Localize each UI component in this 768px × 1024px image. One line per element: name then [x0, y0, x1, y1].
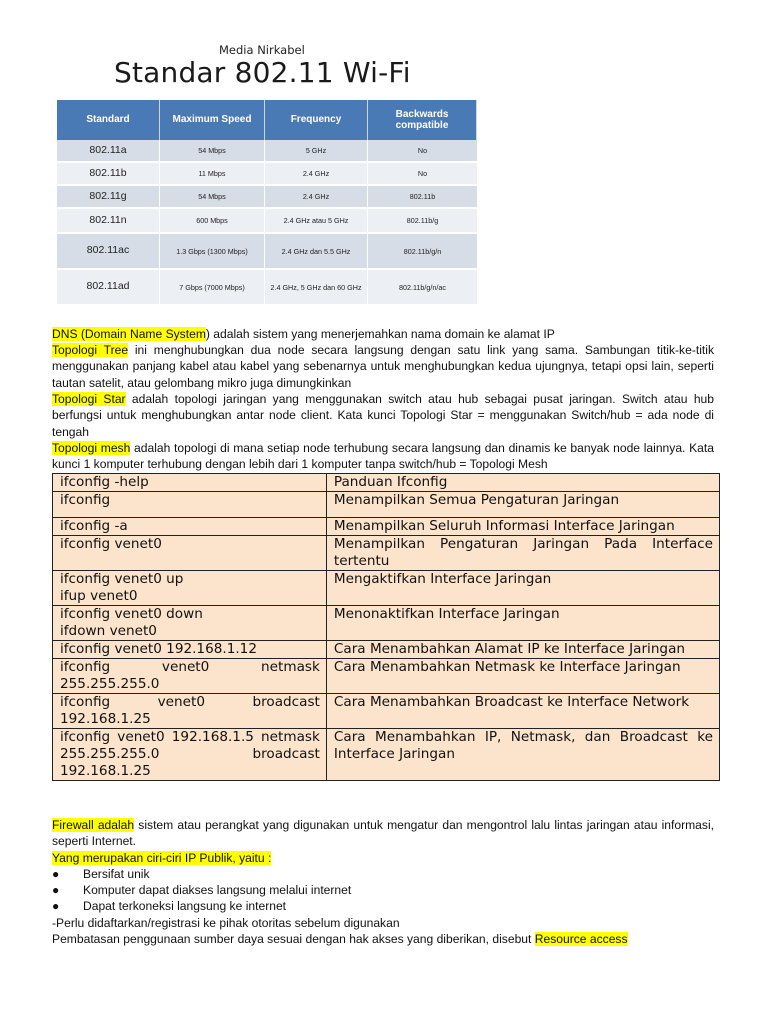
- description-cell: Mengaktifkan Interface Jaringan: [326, 571, 719, 606]
- wifi-standards-figure: [57, 38, 477, 310]
- wifi-cell: 802.11b: [57, 163, 160, 186]
- dns-text: ) adalah sistem yang menerjemahkan nama domain ke alamat IP: [205, 327, 555, 341]
- table-row: [53, 518, 720, 536]
- wifi-cell: 2.4 GHz dan 5.5 GHz: [265, 234, 368, 270]
- wifi-cell: 802.11ad: [57, 270, 160, 306]
- wifi-cell: 11 Mbps: [160, 163, 265, 186]
- description-cell: Cara Menambahkan Netmask ke Interface Jaringan: [326, 659, 719, 694]
- list-item-text: Dapat terkoneksi langsung ke internet: [83, 899, 287, 913]
- command-cell: ifconfig -a: [53, 518, 327, 536]
- wifi-cell: 5 GHz: [265, 140, 368, 163]
- wifi-cell: 2.4 GHz: [265, 186, 368, 209]
- table-row: [53, 659, 720, 694]
- wifi-cell: 802.11a: [57, 140, 160, 163]
- mesh-term: Topologi mesh: [52, 441, 131, 455]
- wifi-cell: 802.11b: [368, 186, 477, 209]
- description-cell: Cara Menambahkan IP, Netmask, dan Broadcast ke Interface Jaringan: [326, 729, 719, 781]
- bullet-icon: ●: [52, 883, 60, 897]
- description-cell: Cara Menambahkan Broadcast ke Interface Network: [326, 694, 719, 729]
- resource-term: Resource access: [534, 932, 628, 946]
- header-backwards-compatible: Backwards compatible: [368, 100, 477, 140]
- list-item-text: Bersifat unik: [83, 867, 150, 881]
- description-cell: Cara Menambahkan Alamat IP ke Interface Jaringan: [326, 641, 719, 659]
- list-item-text: Komputer dapat diakses langsung melalui internet: [83, 883, 352, 897]
- description-cell: Menampilkan Semua Pengaturan Jaringan: [326, 492, 719, 518]
- table-row: [53, 492, 720, 518]
- command-cell: ifconfig venet0 192.168.1.5 netmask 255.255.255.0 broadcast 192.168.1.25: [53, 729, 327, 781]
- header-maximum-speed: Maximum Speed: [160, 100, 265, 140]
- dns-paragraph: [52, 326, 714, 342]
- table-row: [53, 641, 720, 659]
- table-row: [53, 571, 720, 606]
- ip-publik-note: -Perlu didaftarkan/registrasi ke pihak otoritas sebelum digunakan: [52, 916, 400, 930]
- ip-publik-heading: [52, 850, 714, 866]
- bullet-icon: ●: [52, 899, 60, 913]
- table-row: [53, 694, 720, 729]
- wifi-cell: 1.3 Gbps (1300 Mbps): [160, 234, 265, 270]
- wifi-cell: 802.11b/g: [368, 209, 477, 234]
- star-paragraph: [52, 391, 714, 440]
- wifi-cell: 54 Mbps: [160, 140, 265, 163]
- tree-term: Topologi Tree: [52, 343, 129, 357]
- table-row: [53, 729, 720, 781]
- firewall-paragraph: [52, 817, 714, 850]
- tree-paragraph: [52, 342, 714, 391]
- table-row: [53, 606, 720, 641]
- command-cell: ifconfig venet0 192.168.1.12: [53, 641, 327, 659]
- wifi-cell: 7 Gbps (7000 Mbps): [160, 270, 265, 306]
- description-cell: Menonaktifkan Interface Jaringan: [326, 606, 719, 641]
- figure-subtitle: Media Nirkabel: [219, 43, 305, 57]
- resource-paragraph: [52, 931, 714, 947]
- star-term: Topologi Star: [52, 392, 126, 406]
- wifi-cell: No: [368, 163, 477, 186]
- header-standard: Standard: [57, 100, 160, 140]
- command-cell: ifconfig venet0 down ifdown venet0: [53, 606, 327, 641]
- wifi-cell: 802.11n: [57, 209, 160, 234]
- wifi-standards-table: [57, 100, 477, 310]
- ip-publik-heading-text: Yang merupakan ciri-ciri IP Publik, yaitu :: [52, 851, 272, 865]
- mesh-paragraph: [52, 440, 714, 473]
- description-cell: Menampilkan Seluruh Informasi Interface Jaringan: [326, 518, 719, 536]
- wifi-cell: 802.11b/g/n/ac: [368, 270, 477, 306]
- command-cell: ifconfig venet0: [53, 536, 327, 571]
- wifi-cell: 802.11b/g/n: [368, 234, 477, 270]
- wifi-cell: 600 Mbps: [160, 209, 265, 234]
- description-cell: Panduan Ifconfig: [326, 474, 719, 492]
- command-cell: ifconfig venet0 netmask 255.255.255.0: [53, 659, 327, 694]
- table-row: [53, 536, 720, 571]
- command-cell: ifconfig: [53, 492, 327, 518]
- header-frequency: Frequency: [265, 100, 368, 140]
- tree-text: ini menghubungkan dua node secara langsung dengan satu link yang sama. Sambungan titik-ke-titik menggunakan panjang kabel atau kabel yang sebenarnya untuk menghubungkan kedua ujungnya, tetapi opsi lain, seperti tautan satelit, atau gelombang mikro juga dimungkinkan: [52, 343, 715, 390]
- firewall-text: sistem atau perangkat yang digunakan untuk mengatur dan mengontrol lalu lintas jaringan atau informasi, seperti Internet.: [52, 818, 714, 849]
- command-cell: ifconfig venet0 broadcast 192.168.1.25: [53, 694, 327, 729]
- command-cell: ifconfig -help: [53, 474, 327, 492]
- star-text: adalah topologi jaringan yang menggunakan switch atau hub sebagai pusat jaringan. Switch atau hub berfungsi untuk menghubungkan antar node client. Kata kunci Topologi Star = menggunakan Switch/hub = ada node di tengah: [52, 392, 714, 439]
- bullet-icon: ●: [52, 867, 60, 881]
- wifi-cell: 54 Mbps: [160, 186, 265, 209]
- figure-title: Standar 802.11 Wi-Fi: [114, 56, 411, 89]
- wifi-cell: 2.4 GHz, 5 GHz dan 60 GHz: [265, 270, 368, 306]
- dns-term: DNS (Domain Name System: [52, 327, 206, 341]
- mesh-text: adalah topologi di mana setiap node terhubung secara langsung dan dinamis ke banyak node lainnya. Kata kunci 1 komputer terhubung dengan lebih dari 1 komputer tanpa switch/hub = Topologi Mesh: [52, 441, 714, 472]
- table-row: [53, 474, 720, 492]
- wifi-cell: No: [368, 140, 477, 163]
- wifi-cell: 2.4 GHz: [265, 163, 368, 186]
- description-cell: Menampilkan Pengaturan Jaringan Pada Interface tertentu: [326, 536, 719, 571]
- wifi-cell: 802.11ac: [57, 234, 160, 270]
- resource-text: Pembatasan penggunaan sumber daya sesuai dengan hak akses yang diberikan, disebut: [52, 932, 535, 946]
- ifconfig-table: [52, 473, 720, 781]
- wifi-cell: 2.4 GHz atau 5 GHz: [265, 209, 368, 234]
- firewall-term: Firewall adalah: [52, 818, 135, 832]
- command-cell: ifconfig venet0 up ifup venet0: [53, 571, 327, 606]
- wifi-cell: 802.11g: [57, 186, 160, 209]
